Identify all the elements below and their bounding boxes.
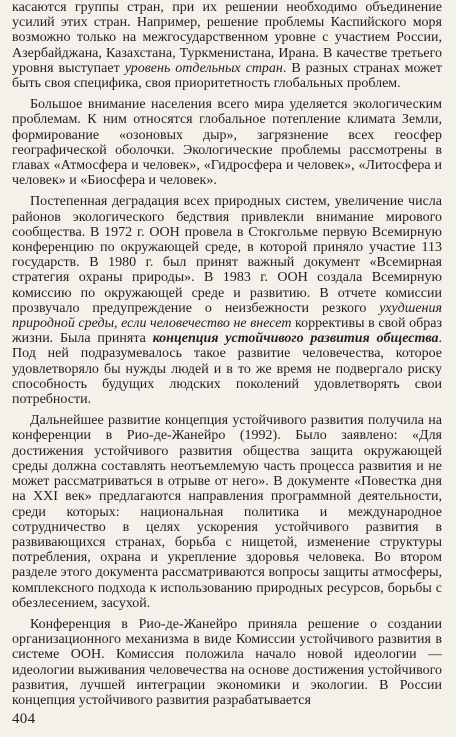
paragraph-4 (12, 413, 442, 611)
paragraph-5-text: Конференция в Рио-де-Жанейро приняла решение о создании организационного механизма в виде Комиссии устойчивого развития в системе ООН. Комиссия положила начало новой идеологии — идеологии выживания человечества на основе достижения устойчивого развития, лучшей интеграции экономики и экологии. В России концепция устойчивого развития разрабатывается (12, 616, 442, 708)
paragraph-3-bold-italic: концепция устойчивого развития общества (152, 331, 439, 347)
paragraph-2 (12, 97, 442, 188)
paragraph-3-part-1: Постепенная деградация всех природных систем, увеличение числа районов экологического бедствия привлекли внимание мирового сообщества. В 1972 г. ООН провела в Стокгольме первую Всемирную конференцию по окружающей среде, в которой приняло участие 113 государств. В 1980 г. был принят важный документ «Всемирная стратегия охраны природы». В 1983 г. ООН создала Всемирную комиссию по окружающей среде и развитию. В отчете комиссии прозвучало предупреждение о неизбежности резкого (12, 194, 442, 316)
paragraph-5 (12, 617, 442, 708)
page-number: 404 (12, 711, 36, 727)
paragraph-2-text: Большое внимание населения всего мира уделяется экологическим проблемам. К ним относятся глобальное потепление климата Земли, формирование «озоновых дыр», загрязнение всех геосфер географической оболочки. Экологические проблемы рассмотрены в главах «Атмосфера и человек», «Гидросфера и человек», «Литосфера и человек» и «Биосфера и человек». (12, 97, 442, 189)
paragraph-1 (12, 0, 442, 91)
paragraph-4-text: Дальнейшее развитие концепция устойчивого развития получила на конференции в Рио-де-Жанейро (1992). Было заявлено: «Для достижения устойчивого развития общества защита окружающей среды должна составлять неотъемлемую часть процесса развития и не может рассматриваться в отрыве от него». В документе «Повестка дня на XXI век» предлагаются направления программной деятельности, среди которых: национальная политика и международное сотрудничество в целях ускорения устойчивого развития в развивающихся странах, борьба с нищетой, изменение структуры потребления, охрана и укрепление здоровья человека. Во втором разделе этого документа рассматриваются вопросы защиты атмосферы, комплексного подхода к использованию природных ресурсов, борьбы с обезлесением, засухой. (12, 413, 442, 611)
paragraph-1-part-2: . В разных странах может быть своя специфика, своя приоритетность глобальных проблем. (12, 60, 442, 92)
paragraph-1-italic: уровень отдельных стран (124, 60, 283, 76)
paragraph-3-italic: ухудшения природной среды, если человечество не внесет (12, 300, 442, 332)
paragraph-1-part-1: касаются группы стран, при их решении необходимо объединение усилий этих стран. Например, решение проблемы Каспийского моря возможно только на межгосударственном уровне с участием России, Азербайджана, Казахстана, Туркменистана, Ирана. В качестве третьего уровня выступает (12, 0, 442, 76)
paragraph-3-part-2: коррективы в свой образ жизни. Была принята (12, 316, 442, 347)
text-page (12, 0, 442, 708)
paragraph-3 (12, 194, 442, 407)
paragraph-3-part-3: . Под ней подразумевалось такое развитие человечества, которое удовлетворяло бы нужды людей и в то же время не подвергало риску способность будущих людских поколений удовлетворять свои потребности. (12, 331, 442, 408)
